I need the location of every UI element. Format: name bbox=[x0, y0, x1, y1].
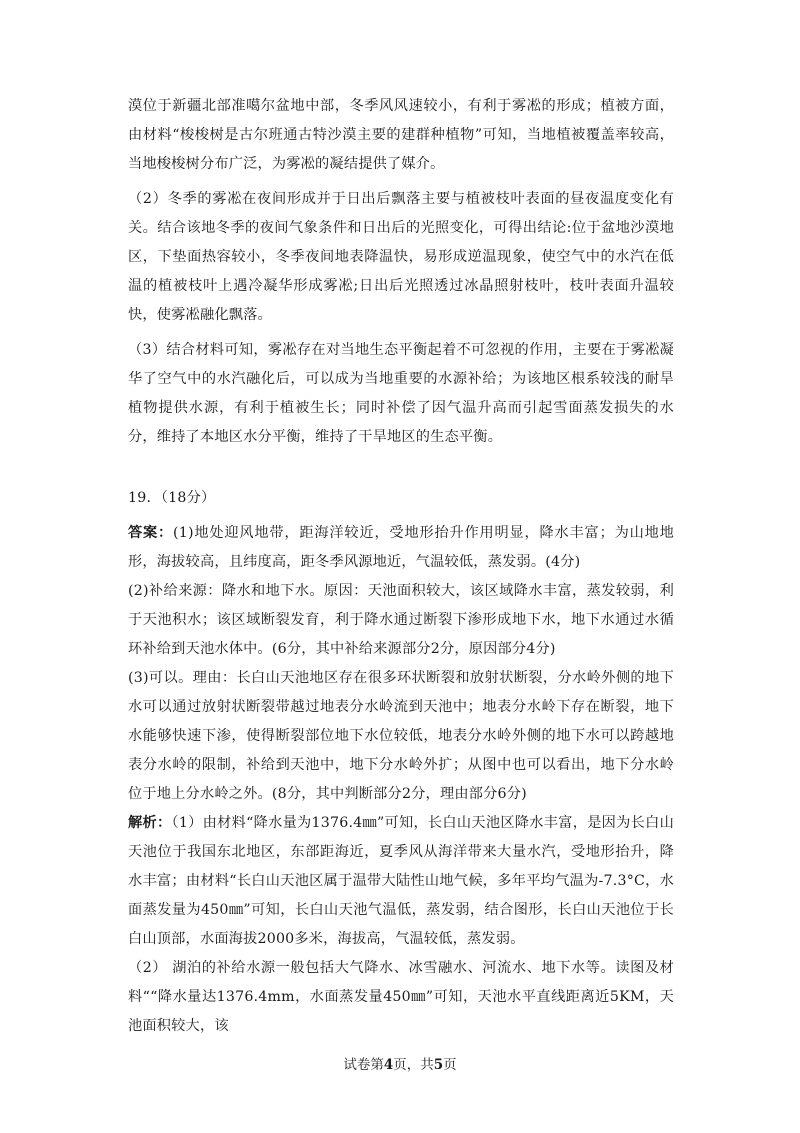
footer-total-pages: 5 bbox=[433, 1057, 444, 1073]
footer-middle: 页，共 bbox=[393, 1057, 434, 1073]
question-19-header: 19．（18分） bbox=[128, 490, 216, 506]
answer-part-1-text: (1)地处迎风地带，距海洋较近，受地形抬升作用明显，降水丰富；为山地地形，海拔较高，且纬度高，距冬季风源地近，气温较低，蒸发弱。(4分) bbox=[128, 525, 674, 570]
answer-part-3: (3)可以。理由：长白山天池地区存在很多环状断裂和放射状断裂，分水岭外侧的地下水可以通过放射状断裂带越过地表分水岭流到天池中；地表分水岭下存在断裂，地下水能够快速下渗，使得断裂部位地下水位较低，地表分水岭外侧的地下水可以跨越地表分水岭的限制，补给到天池中，地下分水岭外扩；从图中也可以看出，地下分水岭位于地上分水岭之外。(8分，其中判断部分2分，理由部分6分) bbox=[128, 670, 674, 802]
section-gap bbox=[128, 458, 674, 484]
answer-part-1 bbox=[128, 519, 674, 577]
answer-part-2: (2)补给来源：降水和地下水。原因：天池面积较大，该区域降水丰富，蒸发较弱，利于天池积水；该区域断裂发育，利于降水通过断裂下渗形成地下水，地下水通过水循环补给到天池水体中。(6分，其中补给来源部分2分，原因部分4分) bbox=[128, 583, 674, 657]
paragraph-continued: 漠位于新疆北部准噶尔盆地中部，冬季风风速较小，有利于雾凇的形成；植被方面，由材料“梭梭树是古尔班通古特沙漠主要的建群种植物”可知，当地植被覆盖率较高，当地梭梭树分布广泛，为雾凇的凝结提供了媒介。 bbox=[128, 98, 674, 172]
analysis-part-1-text: （1）由材料“降水量为1376.4㎜”可知，长白山天池区降水丰富，是因为长白山天池位于我国东北地区，东部距海近，夏季风从海洋带来大量水汽，受地形抬升，降水丰富；由材料“长白山天池区属于温带大陆性山地气候，多年平均气温为-7.3°C，水面蒸发量为450㎜”可知，长白山天池气温低，蒸发弱，结合图形，长白山天池位于长白山顶部，水面海拔2000多米，海拔高，气温较低，蒸发弱。 bbox=[128, 815, 674, 947]
analysis-part-1 bbox=[128, 809, 674, 954]
footer-suffix: 页 bbox=[443, 1057, 457, 1073]
footer-current-page: 4 bbox=[383, 1057, 394, 1073]
paragraph-part-3: （3）结合材料可知，雾凇存在对当地生态平衡起着不可忽视的作用，主要在于雾凇凝华了空气中的水汽融化后，可以成为当地重要的水源补给；为该地区根系较浅的耐旱植物提供水源，有利于植被生长；同时补偿了因气温升高而引起雪面蒸发损失的水分，维持了本地区水分平衡，维持了干旱地区的生态平衡。 bbox=[128, 342, 674, 445]
analysis-part-2: （2） 湖泊的补给水源一般包括大气降水、冰雪融水、河流水、地下水等。读图及材料““降水量达1376.4mm，水面蒸发量450㎜”可知，天池水平直线距离近5KM，天池面积较大，该 bbox=[128, 960, 674, 1034]
footer-prefix: 试卷第 bbox=[343, 1057, 384, 1073]
page-footer bbox=[0, 1053, 800, 1073]
analysis-label: 解析： bbox=[128, 815, 172, 831]
paragraph-part-2: （2）冬季的雾凇在夜间形成并于日出后飘落主要与植被枝叶表面的昼夜温度变化有关。结合该地冬季的夜间气象条件和日出后的光照变化，可得出结论:位于盆地沙漠地区，下垫面热容较小，冬季夜间地表降温快，易形成逆温现象，使空气中的水汽在低温的植被枝叶上遇冷凝华形成雾凇;日出后光照透过冰晶照射枝叶，枝叶表面升温较快，使雾凇融化飘落。 bbox=[128, 191, 674, 323]
answer-label: 答案： bbox=[128, 525, 174, 541]
page-content bbox=[128, 92, 674, 1041]
